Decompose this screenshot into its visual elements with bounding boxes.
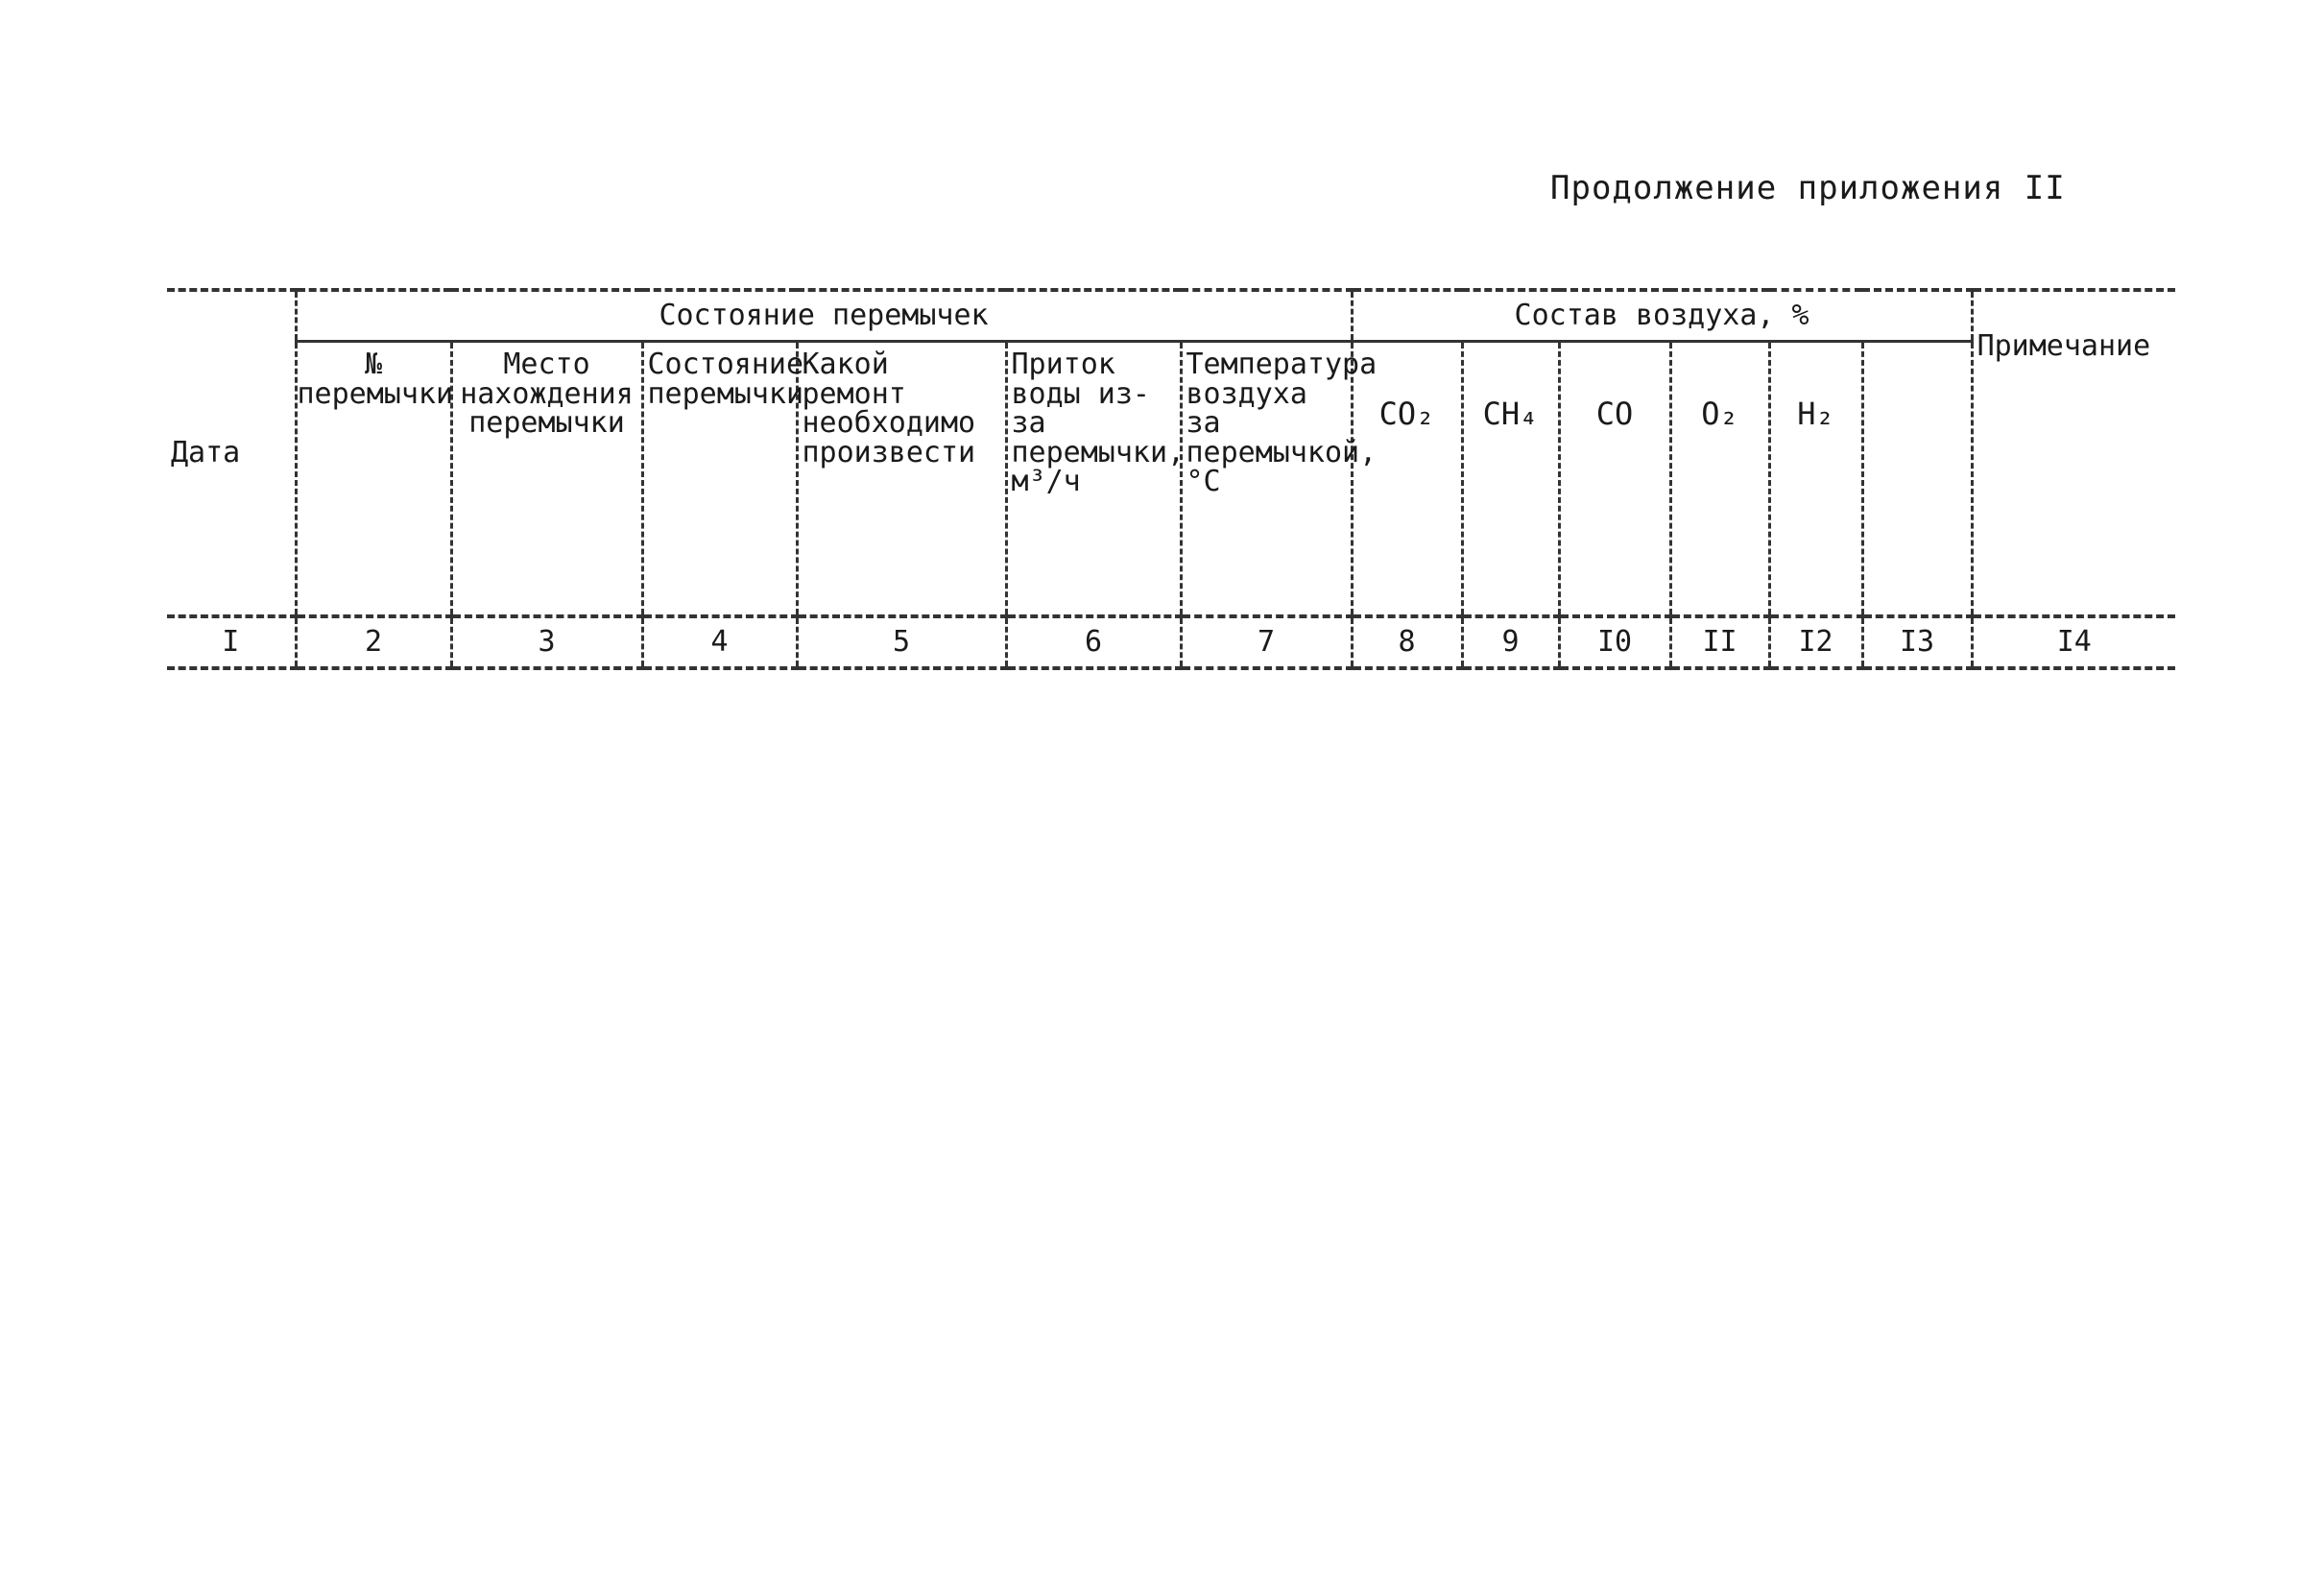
group-header-air-composition: Состав воздуха, % bbox=[1352, 290, 1972, 342]
col-number-1: I bbox=[167, 616, 296, 668]
col-number-5: 5 bbox=[797, 616, 1006, 668]
jumper-log-table bbox=[167, 288, 2175, 670]
water-inflow-label: Приток воды из-за перемычки, bbox=[1011, 348, 1186, 469]
col-number-9: 9 bbox=[1462, 616, 1559, 668]
col-number-2: 2 bbox=[296, 616, 451, 668]
col-number-13: I3 bbox=[1862, 616, 1972, 668]
col-number-7: 7 bbox=[1181, 616, 1352, 668]
col-header-co: CO bbox=[1559, 342, 1670, 617]
col-number-14: I4 bbox=[1972, 616, 2175, 668]
air-temp-unit: °C bbox=[1186, 465, 1221, 499]
col-header-13 bbox=[1862, 342, 1972, 617]
air-temp-label: Температура воздуха за перемычкой, bbox=[1186, 348, 1378, 469]
col-number-8: 8 bbox=[1352, 616, 1462, 668]
water-inflow-unit: м³/ч bbox=[1011, 465, 1081, 499]
col-number-4: 4 bbox=[642, 616, 797, 668]
col-number-6: 6 bbox=[1006, 616, 1181, 668]
col-header-h2: H₂ bbox=[1769, 342, 1862, 617]
col-header-date: Дата bbox=[167, 290, 296, 616]
col-header-location: Место нахождения перемычки bbox=[451, 342, 642, 617]
col-header-o2: O₂ bbox=[1670, 342, 1769, 617]
col-header-water-inflow bbox=[1006, 342, 1186, 617]
column-numbers-row bbox=[167, 616, 2175, 668]
col-header-co2: CO₂ bbox=[1352, 342, 1462, 617]
group-header-jumpers-state: Состояние перемычек bbox=[296, 290, 1352, 342]
col-number-12: I2 bbox=[1769, 616, 1862, 668]
col-number-11: II bbox=[1670, 616, 1769, 668]
page-header-title: Продолжение приложения II bbox=[1550, 169, 2066, 207]
col-header-condition: Состояние перемычки bbox=[642, 342, 797, 617]
col-header-note: Примечание bbox=[1972, 290, 2175, 616]
col-number-3: 3 bbox=[451, 616, 642, 668]
col-header-repair: Какой ремонт необходимо произвести bbox=[797, 342, 1006, 617]
col-header-ch4: CH₄ bbox=[1462, 342, 1559, 617]
col-header-jumper-number: № перемычки bbox=[296, 342, 451, 617]
col-number-10: I0 bbox=[1559, 616, 1670, 668]
col-header-air-temperature bbox=[1181, 342, 1378, 617]
